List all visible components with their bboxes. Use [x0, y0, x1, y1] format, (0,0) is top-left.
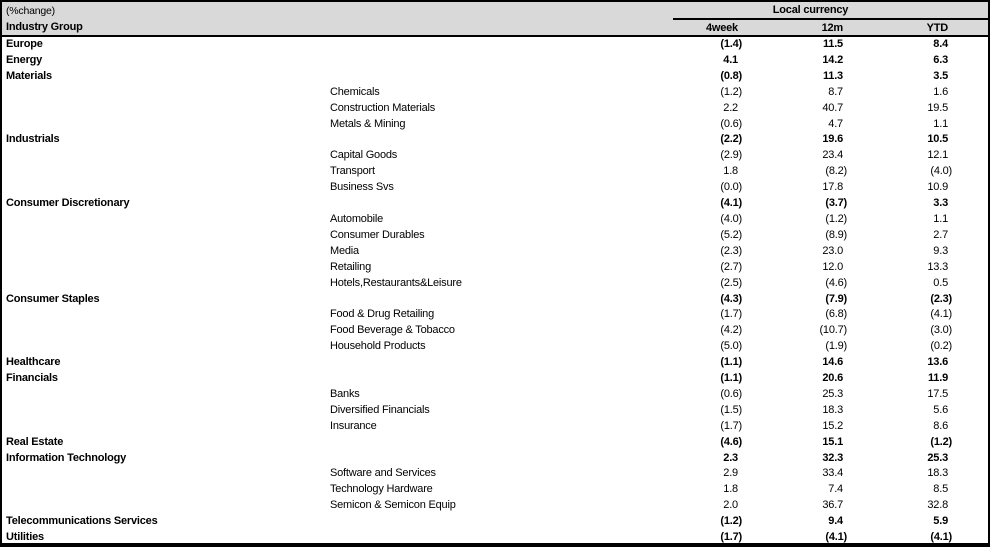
table-row [2, 323, 988, 339]
subindustry-label: Transport [330, 165, 375, 178]
value-4week: (1.5) [720, 403, 742, 416]
industry-label: Industrials [6, 133, 60, 146]
value-ytd: 2.7 [933, 228, 948, 241]
table-row [2, 403, 988, 419]
subindustry-label: Food & Drug Retailing [330, 308, 435, 321]
value-4week: (1.2) [720, 85, 742, 98]
value-12m: (8.2) [825, 165, 847, 178]
table-row [2, 292, 988, 308]
value-4week: 2.2 [723, 101, 738, 114]
subindustry-label: Retailing [330, 260, 372, 273]
value-4week: (4.3) [720, 292, 742, 305]
value-12m: 15.1 [822, 435, 843, 448]
industry-label: Real Estate [6, 435, 64, 448]
value-4week: (1.1) [720, 356, 742, 369]
value-4week: (2.3) [720, 244, 742, 257]
industry-label: Europe [6, 38, 43, 50]
value-12m: 36.7 [822, 499, 843, 512]
value-4week: (1.7) [720, 531, 742, 544]
value-12m: 14.6 [822, 356, 843, 369]
value-12m: (10.7) [819, 324, 847, 337]
value-ytd: 6.3 [933, 53, 948, 66]
value-4week: (4.0) [720, 212, 742, 225]
industry-label: Information Technology [6, 451, 127, 464]
subindustry-label: Hotels,Restaurants&Leisure [330, 276, 462, 289]
value-ytd: 8.5 [933, 483, 948, 496]
value-12m: 15.2 [822, 419, 843, 432]
value-12m: 40.7 [822, 101, 843, 114]
value-4week: (4.2) [720, 324, 742, 337]
value-ytd: 25.3 [927, 451, 948, 464]
value-12m: 12.0 [822, 260, 843, 273]
value-ytd: 1.6 [933, 85, 948, 98]
industry-label: Consumer Discretionary [6, 197, 130, 210]
value-ytd: 19.5 [927, 101, 948, 114]
table-row [2, 355, 988, 371]
table-row [2, 339, 988, 355]
table-row [2, 117, 988, 133]
value-ytd: 12.1 [927, 149, 948, 162]
table-row [2, 466, 988, 482]
value-ytd: 13.3 [927, 260, 948, 273]
table-row [2, 212, 988, 228]
value-12m: (3.7) [825, 197, 847, 210]
value-4week: (1.7) [720, 308, 742, 321]
value-ytd: 5.9 [933, 515, 948, 528]
value-ytd: 9.3 [933, 244, 948, 257]
local-currency-group-header: Local currency [673, 2, 988, 19]
value-4week: (1.1) [720, 372, 742, 385]
value-ytd: 5.6 [933, 403, 948, 416]
value-12m: 11.5 [822, 38, 843, 50]
industry-label: Materials [6, 69, 52, 82]
value-12m: 7.4 [828, 483, 843, 496]
value-ytd: 3.3 [933, 197, 948, 210]
value-ytd: 1.1 [933, 117, 948, 130]
table-row [2, 36, 988, 53]
column-header-12m: 12m [778, 19, 883, 36]
value-12m: 20.6 [822, 372, 843, 385]
subindustry-label: Media [330, 244, 359, 257]
value-4week: (2.9) [720, 149, 742, 162]
value-12m: 4.7 [828, 117, 843, 130]
table-header [2, 2, 988, 36]
table-row [2, 514, 988, 530]
industry-label: Utilities [6, 531, 44, 544]
table-body [2, 36, 988, 546]
value-ytd: 32.8 [927, 499, 948, 512]
subindustry-label: Software and Services [330, 467, 436, 480]
subindustry-label: Chemicals [330, 85, 380, 98]
value-12m: 23.0 [822, 244, 843, 257]
subindustry-label: Insurance [330, 419, 377, 432]
table-row [2, 260, 988, 276]
subindustry-label: Metals & Mining [330, 117, 406, 130]
value-4week: (5.0) [720, 340, 742, 353]
value-4week: (0.6) [720, 387, 742, 400]
subindustry-label: Construction Materials [330, 101, 436, 114]
table-row [2, 371, 988, 387]
value-12m: (1.2) [825, 212, 847, 225]
value-ytd: (3.0) [930, 324, 952, 337]
value-4week: (0.6) [720, 117, 742, 130]
subindustry-label: Technology Hardware [330, 483, 433, 496]
header-row-group [2, 2, 988, 19]
table-row [2, 276, 988, 292]
value-4week: (1.7) [720, 419, 742, 432]
value-4week: (5.2) [720, 228, 742, 241]
value-12m: 14.2 [822, 53, 843, 66]
value-ytd: (4.1) [930, 308, 952, 321]
value-4week: (2.7) [720, 260, 742, 273]
value-ytd: (0.2) [930, 340, 952, 353]
table-row [2, 196, 988, 212]
value-ytd: 3.5 [933, 69, 948, 82]
value-12m: 11.3 [822, 69, 843, 82]
value-4week: 2.0 [723, 499, 738, 512]
table-row [2, 164, 988, 180]
subindustry-label: Food Beverage & Tobacco [330, 324, 455, 337]
table-row [2, 85, 988, 101]
subindustry-label: Diversified Financials [330, 403, 430, 416]
table-row [2, 387, 988, 403]
value-4week: (0.0) [720, 181, 742, 194]
industry-label: Healthcare [6, 356, 61, 369]
subindustry-label: Business Svs [330, 181, 394, 194]
value-ytd: (4.1) [930, 531, 952, 544]
value-ytd: 10.5 [927, 133, 948, 146]
table-row [2, 148, 988, 164]
table-row [2, 530, 988, 546]
value-4week: (1.4) [720, 38, 742, 50]
table-row [2, 180, 988, 196]
table-row [2, 451, 988, 467]
table-row [2, 435, 988, 451]
value-4week: (4.1) [720, 197, 742, 210]
table-row [2, 482, 988, 498]
value-12m: 25.3 [822, 387, 843, 400]
value-4week: (2.2) [720, 133, 742, 146]
industry-label: Financials [6, 372, 58, 385]
value-12m: 19.6 [822, 133, 843, 146]
value-12m: 17.8 [822, 181, 843, 194]
industry-label: Energy [6, 53, 43, 66]
value-ytd: 17.5 [927, 387, 948, 400]
industry-label: Consumer Staples [6, 292, 100, 305]
value-ytd: 8.6 [933, 419, 948, 432]
subindustry-label: Household Products [330, 340, 426, 353]
value-12m: (6.8) [825, 308, 847, 321]
industry-label: Telecommunications Services [6, 515, 158, 528]
table-row [2, 419, 988, 435]
table-row [2, 307, 988, 323]
value-12m: (4.6) [825, 276, 847, 289]
value-12m: (8.9) [825, 228, 847, 241]
value-ytd: 13.6 [927, 356, 948, 369]
value-ytd: 0.5 [933, 276, 948, 289]
table-row [2, 53, 988, 69]
header-row-columns [2, 19, 988, 36]
value-12m: 9.4 [828, 515, 843, 528]
value-ytd: 8.4 [933, 38, 948, 50]
value-12m: 18.3 [822, 403, 843, 416]
subindustry-label: Capital Goods [330, 149, 398, 162]
column-header-4week: 4week [673, 19, 778, 36]
value-ytd: 1.1 [933, 212, 948, 225]
table-row [2, 244, 988, 260]
table-row [2, 498, 988, 514]
value-4week: 1.8 [723, 165, 738, 178]
industry-performance-table [2, 2, 988, 546]
value-12m: 32.3 [822, 451, 843, 464]
value-12m: (7.9) [825, 292, 847, 305]
subindustry-label: Consumer Durables [330, 228, 425, 241]
pct-change-label: (%change) [2, 2, 673, 19]
value-ytd: (4.0) [930, 165, 952, 178]
value-4week: 4.1 [723, 53, 738, 66]
value-4week: 2.3 [723, 451, 738, 464]
value-12m: 23.4 [822, 149, 843, 162]
value-12m: 8.7 [828, 85, 843, 98]
subindustry-label: Automobile [330, 212, 384, 225]
value-ytd: (1.2) [930, 435, 952, 448]
table-row [2, 228, 988, 244]
table-row [2, 101, 988, 117]
value-12m: (1.9) [825, 340, 847, 353]
table-row [2, 132, 988, 148]
value-4week: (2.5) [720, 276, 742, 289]
value-ytd: (2.3) [930, 292, 952, 305]
value-ytd: 11.9 [927, 372, 948, 385]
table-row [2, 69, 988, 85]
value-4week: (0.8) [720, 69, 742, 82]
value-12m: (4.1) [825, 531, 847, 544]
value-ytd: 18.3 [927, 467, 948, 480]
industry-group-column-header: Industry Group [2, 19, 673, 36]
subindustry-label: Banks [330, 387, 360, 400]
value-ytd: 10.9 [927, 181, 948, 194]
value-12m: 33.4 [822, 467, 843, 480]
value-4week: 1.8 [723, 483, 738, 496]
value-4week: (4.6) [720, 435, 742, 448]
value-4week: 2.9 [723, 467, 738, 480]
value-4week: (1.2) [720, 515, 742, 528]
subindustry-label: Semicon & Semicon Equip [330, 499, 456, 512]
column-header-ytd: YTD [883, 19, 988, 36]
